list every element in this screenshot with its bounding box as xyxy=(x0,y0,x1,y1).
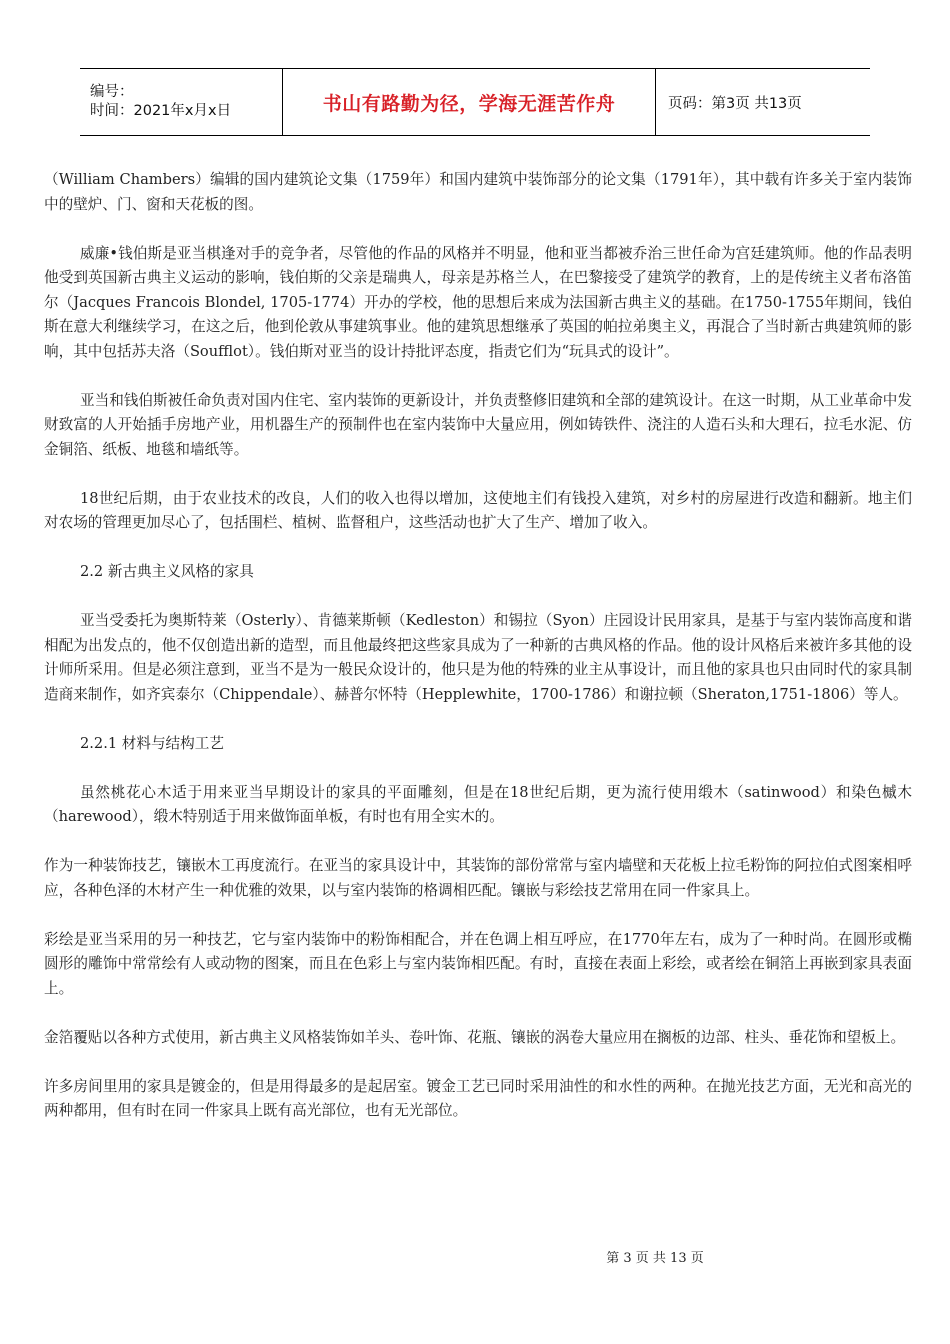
body-paragraph: 金箔覆贴以各种方式使用，新古典主义风格装饰如羊头、卷叶饰、花瓶、镶嵌的涡卷大量应用在搁板的边部、柱头、垂花饰和望板上。 xyxy=(44,1028,906,1046)
page-footer xyxy=(0,1247,950,1266)
section-heading: 2.2 新古典主义风格的家具 xyxy=(80,563,254,580)
footer-page-number: 第 3 页 共 13 页 xyxy=(606,1251,704,1266)
document-body xyxy=(44,168,912,1148)
body-paragraph: 许多房间里用的家具是镀金的，但是用得最多的是起居室。镀金工艺已同时采用油性的和水性的两种。在抛光技艺方面，无光和高光的两种都用，但有时在同一件家具上既有高光部位，也有无光部位。 xyxy=(44,1077,912,1119)
body-paragraph: 威廉•钱伯斯是亚当棋逢对手的竞争者，尽管他的作品的风格并不明显，他和亚当都被乔治三世任命为宫廷建筑师。他的作品表明他受到英国新古典主义运动的影响，钱伯斯的父亲是瑞典人，母亲是苏格兰人，在巴黎接受了建筑学的教育，上的是传统主义者布洛笛尔（Jacques Francois Blondel, 1705-1774）开办的学校，他的思想后来成为法国新古典主义的基础。在1750-1755年期间，钱伯斯在意大利继续学习，在这之后，他到伦敦从事建筑事业。他的建筑思想继承了英国的帕拉弟奥主义，再混合了当时新古典建筑师的影响，其中包括苏夫洛（Soufflot）。钱伯斯对亚当的设计持批评态度，指责它们为“玩具式的设计”。 xyxy=(44,244,912,360)
date-text: 时间：2021年x月x日 xyxy=(90,103,232,119)
body-paragraph: 18世纪后期，由于农业技术的改良，人们的收入也得以增加，这使地主们有钱投入建筑，对乡村的房屋进行改造和翻新。地主们对农场的管理更加尽心了，包括围栏、植树、监督租户，这些活动也扩大了生产、增加了收入。 xyxy=(44,489,912,531)
header-meta xyxy=(80,69,282,135)
body-paragraph: 亚当受委托为奥斯特莱（Osterly）、肯德莱斯顿（Kedleston）和锡拉（Syon）庄园设计民用家具，是基于与室内装饰高度和谐相配为出发点的，他不仅创造出新的造型，而且他最终把这些家具成为了一种新的古典风格的作品。他的设计风格后来被许多其他的设计师所采用。但是必须注意到，亚当不是为一般民众设计的，他只是为他的特殊的业主从事设计，而且他的家具也只由同时代的家具制造商来制作，如齐宾泰尔（Chippendale）、赫普尔怀特（Hepplewhite，1700-1786）和谢拉顿（Sheraton,1751-1806）等人。 xyxy=(44,612,912,703)
body-paragraph: 彩绘是亚当采用的另一种技艺，它与室内装饰中的粉饰相配合，并在色调上相互呼应，在1770年左右，成为了一种时尚。在圆形或椭圆形的雕饰中常常绘有人或动物的图案，而且在色彩上与室内装饰相匹配。有时，直接在表面上彩绘，或者绘在铜箔上再嵌到家具表面上。 xyxy=(44,930,912,997)
page-header xyxy=(80,68,870,136)
page-info-text: 页码：第3页 共13页 xyxy=(668,95,802,112)
body-paragraph: （William Chambers）编辑的国内建筑论文集（1759年）和国内建筑中装饰部分的论文集（1791年），其中载有许多关于室内装饰中的壁炉、门、窗和天花板的图。 xyxy=(44,171,912,213)
serial-label: 编号： xyxy=(90,84,134,100)
body-paragraph: 亚当和钱伯斯被任命负责对国内住宅、室内装饰的更新设计，并负责整修旧建筑和全部的建筑设计。在这一时期，从工业革命中发财致富的人开始插手房地产业，用机器生产的预制件也在室内装饰中大量应用，例如铸铁件、浇注的人造石头和大理石，拉毛水泥、仿金铜箔、纸板、地毯和墙纸等。 xyxy=(44,391,912,458)
section-heading: 2.2.1 材料与结构工艺 xyxy=(80,734,224,752)
body-paragraph: 虽然桃花心木适于用来亚当早期设计的家具的平面雕刻，但是在18世纪后期，更为流行使用缎木（satinwood）和染色槭木（harewood），缎木特别适于用来做饰面单板，有时也有用全实木的。 xyxy=(44,783,912,825)
header-page-info xyxy=(656,69,870,135)
body-paragraph: 作为一种装饰技艺，镶嵌木工再度流行。在亚当的家具设计中，其装饰的部份常常与室内墙壁和天花板上拉毛粉饰的阿拉伯式图案相呼应，各种色泽的木材产生一种优雅的效果，以与室内装饰的格调相匹配。镶嵌与彩绘技艺常用在同一件家具上。 xyxy=(44,857,912,899)
motto-text: 书山有路勤为径，学海无涯苦作舟 xyxy=(322,92,616,115)
header-motto-cell xyxy=(282,69,656,135)
